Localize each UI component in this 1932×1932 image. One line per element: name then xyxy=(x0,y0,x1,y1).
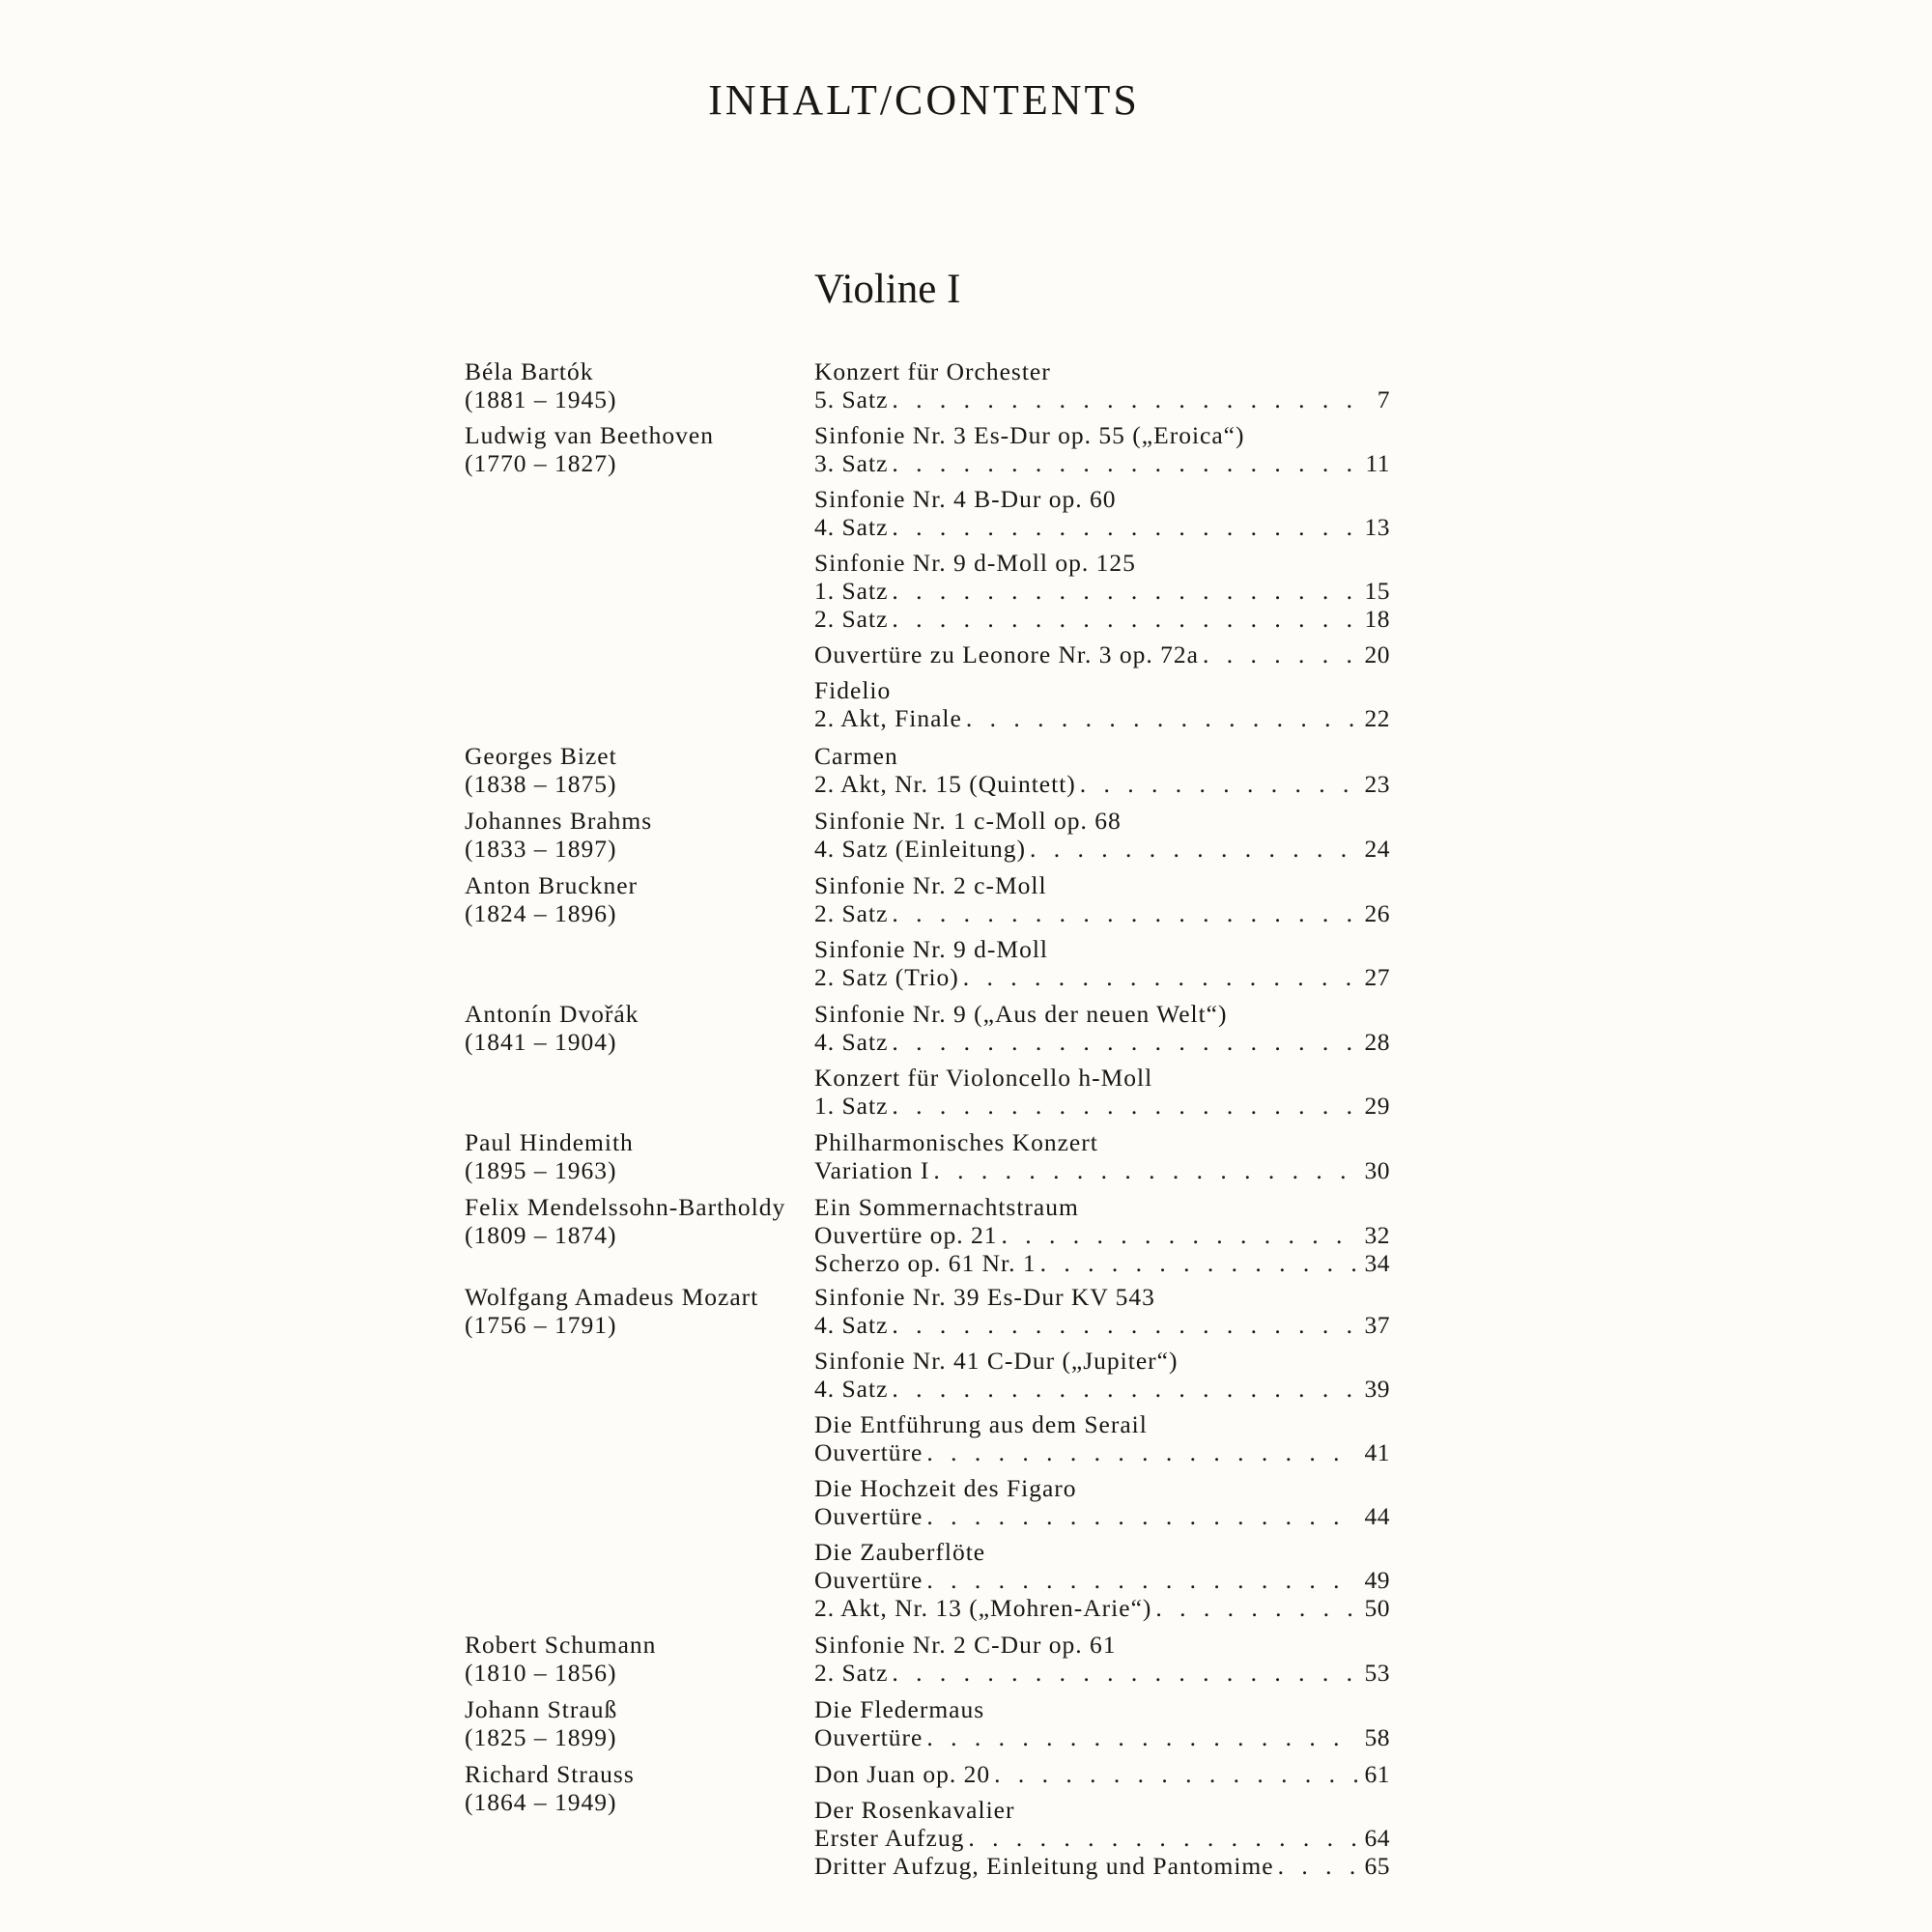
entry-text: 4. Satz xyxy=(814,1375,889,1403)
works-list xyxy=(814,357,1390,413)
toc-entry xyxy=(814,1659,1390,1687)
dot-leader xyxy=(1278,1852,1357,1880)
page-number: 44 xyxy=(1364,1502,1390,1530)
composer-name: Felix Mendelssohn-Bartholdy xyxy=(465,1193,786,1221)
entry-text: 2. Satz xyxy=(814,605,889,633)
page-number: 37 xyxy=(1364,1311,1390,1339)
page-number: 15 xyxy=(1364,577,1390,605)
toc-entry xyxy=(814,1852,1390,1880)
dot-leader xyxy=(892,577,1357,605)
page-number: 53 xyxy=(1364,1659,1390,1687)
work xyxy=(814,1064,1390,1120)
dot-leader xyxy=(926,1566,1357,1594)
dot-leader xyxy=(892,513,1357,541)
entry-text: 4. Satz xyxy=(814,513,889,541)
works-list xyxy=(814,1193,1390,1277)
dot-leader xyxy=(1203,640,1357,668)
work xyxy=(814,1193,1390,1277)
page-number: 11 xyxy=(1365,449,1390,477)
entry-text: 2. Satz xyxy=(814,1659,889,1687)
works-list xyxy=(814,807,1390,863)
composer-dates: (1838 – 1875) xyxy=(465,770,617,798)
works-list xyxy=(814,871,1390,991)
composer xyxy=(465,742,617,798)
composer-dates: (1833 – 1897) xyxy=(465,835,617,863)
toc-entry xyxy=(814,577,1390,605)
dot-leader xyxy=(892,1311,1357,1339)
toc-entry xyxy=(814,385,1390,413)
dot-leader xyxy=(966,704,1357,732)
page-number: 26 xyxy=(1364,899,1390,927)
work-title: Sinfonie Nr. 9 d-Moll op. 125 xyxy=(814,549,1136,577)
entry-text: Ouvertüre xyxy=(814,1723,923,1751)
toc-entry xyxy=(814,1092,1390,1120)
works-list xyxy=(814,1283,1390,1622)
work-title: Sinfonie Nr. 41 C-Dur („Jupiter“) xyxy=(814,1347,1179,1375)
entry-text: 3. Satz xyxy=(814,449,889,477)
work-title: Sinfonie Nr. 9 („Aus der neuen Welt“) xyxy=(814,1000,1228,1028)
work-title: Sinfonie Nr. 3 Es-Dur op. 55 („Eroica“) xyxy=(814,421,1245,449)
composer-dates: (1810 – 1856) xyxy=(465,1659,617,1687)
composer-name: Ludwig van Beethoven xyxy=(465,421,714,449)
work xyxy=(814,871,1390,927)
dot-leader xyxy=(892,1375,1357,1403)
entry-text: 2. Satz (Trio) xyxy=(814,963,959,991)
toc-entry xyxy=(814,1566,1390,1594)
composer-name: Richard Strauss xyxy=(465,1760,635,1788)
work xyxy=(814,485,1390,541)
work-title: Carmen xyxy=(814,742,898,770)
composer-dates: (1756 – 1791) xyxy=(465,1311,617,1339)
composer-name: Robert Schumann xyxy=(465,1631,657,1659)
page-number: 23 xyxy=(1364,770,1390,798)
work xyxy=(814,1796,1390,1880)
composer-dates: (1824 – 1896) xyxy=(465,899,617,927)
toc-entry xyxy=(814,1249,1390,1277)
work xyxy=(814,1695,1390,1751)
entry-text: Erster Aufzug xyxy=(814,1824,965,1852)
work-title: Die Zauberflöte xyxy=(814,1538,986,1566)
toc-entry xyxy=(814,1760,1390,1788)
entry-text: 2. Akt, Nr. 15 (Quintett) xyxy=(814,770,1076,798)
page-number: 64 xyxy=(1364,1824,1390,1852)
dot-leader xyxy=(994,1760,1357,1788)
work xyxy=(814,1538,1390,1622)
work xyxy=(814,1000,1390,1056)
dot-leader xyxy=(963,963,1357,991)
entry-text: 4. Satz xyxy=(814,1311,889,1339)
toc-entry xyxy=(814,1723,1390,1751)
toc-entry xyxy=(814,899,1390,927)
dot-leader xyxy=(926,1723,1357,1751)
entry-text: 1. Satz xyxy=(814,577,889,605)
composer-name: Georges Bizet xyxy=(465,742,617,770)
entry-text: 2. Satz xyxy=(814,899,889,927)
work xyxy=(814,421,1390,477)
composer-dates: (1895 – 1963) xyxy=(465,1156,617,1184)
composer-name: Antonín Dvořák xyxy=(465,1000,639,1028)
page-number: 41 xyxy=(1364,1438,1390,1466)
entry-text: Dritter Aufzug, Einleitung und Pantomime xyxy=(814,1852,1274,1880)
composer-name: Anton Bruckner xyxy=(465,871,639,899)
work-title: Sinfonie Nr. 2 c-Moll xyxy=(814,871,1047,899)
toc-entry xyxy=(814,605,1390,633)
dot-leader xyxy=(926,1438,1357,1466)
entry-text: 4. Satz (Einleitung) xyxy=(814,835,1026,863)
work xyxy=(814,807,1390,863)
toc-entry xyxy=(814,1375,1390,1403)
works-list xyxy=(814,1631,1390,1687)
work-title: Konzert für Violoncello h-Moll xyxy=(814,1064,1153,1092)
work-title: Sinfonie Nr. 1 c-Moll op. 68 xyxy=(814,807,1122,835)
work xyxy=(814,1760,1390,1788)
entry-text: Scherzo op. 61 Nr. 1 xyxy=(814,1249,1037,1277)
page-number: 27 xyxy=(1364,963,1390,991)
work-title: Die Hochzeit des Figaro xyxy=(814,1474,1077,1502)
dot-leader xyxy=(892,449,1357,477)
entry-text: 4. Satz xyxy=(814,1028,889,1056)
composer-dates: (1881 – 1945) xyxy=(465,385,617,413)
toc-entry xyxy=(814,835,1390,863)
composer xyxy=(465,1760,635,1816)
dot-leader xyxy=(968,1824,1357,1852)
dot-leader xyxy=(1080,770,1357,798)
entry-text: Ouvertüre xyxy=(814,1502,923,1530)
work xyxy=(814,742,1390,798)
work xyxy=(814,1347,1390,1403)
dot-leader xyxy=(1002,1221,1358,1249)
page-number: 34 xyxy=(1364,1249,1390,1277)
page-number: 50 xyxy=(1364,1594,1390,1622)
dot-leader xyxy=(1040,1249,1357,1277)
composer-dates: (1864 – 1949) xyxy=(465,1788,617,1816)
entry-text: 1. Satz xyxy=(814,1092,889,1120)
works-list xyxy=(814,421,1390,732)
works-list xyxy=(814,1760,1390,1880)
work xyxy=(814,1128,1390,1184)
entry-text: 2. Akt, Finale xyxy=(814,704,962,732)
toc-entry xyxy=(814,1221,1390,1249)
entry-text: Ouvertüre zu Leonore Nr. 3 op. 72a xyxy=(814,640,1199,668)
composer-name: Béla Bartók xyxy=(465,357,594,385)
page-number: 7 xyxy=(1377,385,1390,413)
work-title: Sinfonie Nr. 4 B-Dur op. 60 xyxy=(814,485,1117,513)
composer-name: Paul Hindemith xyxy=(465,1128,634,1156)
page-number: 65 xyxy=(1364,1852,1390,1880)
work xyxy=(814,1283,1390,1339)
toc-entry xyxy=(814,449,1390,477)
entry-text: 2. Akt, Nr. 13 („Mohren-Arie“) xyxy=(814,1594,1152,1622)
composer-dates: (1825 – 1899) xyxy=(465,1723,617,1751)
composer xyxy=(465,357,616,413)
dot-leader xyxy=(926,1502,1357,1530)
page-number: 30 xyxy=(1364,1156,1390,1184)
dot-leader xyxy=(892,1659,1357,1687)
work xyxy=(814,1474,1390,1530)
dot-leader xyxy=(892,899,1357,927)
work-title: Die Entführung aus dem Serail xyxy=(814,1410,1148,1438)
page-number: 22 xyxy=(1364,704,1390,732)
page-number: 49 xyxy=(1364,1566,1390,1594)
composer xyxy=(465,1283,758,1339)
toc-entry xyxy=(814,513,1390,541)
toc-entry xyxy=(814,704,1390,732)
page-number: 20 xyxy=(1364,640,1390,668)
dot-leader xyxy=(933,1156,1357,1184)
composer xyxy=(465,1193,785,1249)
work-title: Philharmonisches Konzert xyxy=(814,1128,1098,1156)
work-title: Sinfonie Nr. 39 Es-Dur KV 543 xyxy=(814,1283,1155,1311)
page-number: 24 xyxy=(1364,835,1390,863)
work-title: Der Rosenkavalier xyxy=(814,1796,1015,1824)
work-title: Sinfonie Nr. 9 d-Moll xyxy=(814,935,1048,963)
page-number: 18 xyxy=(1364,605,1390,633)
toc-entry xyxy=(814,770,1390,798)
page-number: 32 xyxy=(1364,1221,1390,1249)
page-number: 58 xyxy=(1364,1723,1390,1751)
work xyxy=(814,1631,1390,1687)
toc-entry xyxy=(814,1594,1390,1622)
composer xyxy=(465,1631,656,1687)
composer xyxy=(465,807,652,863)
page-number: 61 xyxy=(1364,1760,1390,1788)
works-list xyxy=(814,1128,1390,1184)
dot-leader xyxy=(892,1092,1357,1120)
page-number: 39 xyxy=(1364,1375,1390,1403)
work xyxy=(814,357,1390,413)
work-title: Sinfonie Nr. 2 C-Dur op. 61 xyxy=(814,1631,1117,1659)
page-number: 28 xyxy=(1364,1028,1390,1056)
composer xyxy=(465,1000,639,1056)
composer-dates: (1770 – 1827) xyxy=(465,449,617,477)
entry-text: Ouvertüre xyxy=(814,1566,923,1594)
works-list xyxy=(814,1695,1390,1751)
composer-name: Johann Strauß xyxy=(465,1695,618,1723)
works-list xyxy=(814,1000,1390,1120)
works-list xyxy=(814,742,1390,798)
dot-leader xyxy=(1155,1594,1357,1622)
work xyxy=(814,549,1390,633)
composer xyxy=(465,871,638,927)
work xyxy=(814,1410,1390,1466)
dot-leader xyxy=(892,385,1357,413)
entry-text: Ouvertüre xyxy=(814,1438,923,1466)
entry-text: 5. Satz xyxy=(814,385,889,413)
work-title: Ein Sommernachtstraum xyxy=(814,1193,1079,1221)
dot-leader xyxy=(892,605,1357,633)
toc-entry xyxy=(814,1028,1390,1056)
entry-text: Don Juan op. 20 xyxy=(814,1760,991,1788)
entry-text: Ouvertüre op. 21 xyxy=(814,1221,998,1249)
toc-entry xyxy=(814,1438,1390,1466)
composer-name: Johannes Brahms xyxy=(465,807,653,835)
work-title: Fidelio xyxy=(814,676,892,704)
work xyxy=(814,676,1390,732)
dot-leader xyxy=(1030,835,1357,863)
work-title: Die Fledermaus xyxy=(814,1695,985,1723)
section-title: Violine I xyxy=(814,267,961,312)
page-number: 29 xyxy=(1364,1092,1390,1120)
toc-entry xyxy=(814,1502,1390,1530)
composer-name: Wolfgang Amadeus Mozart xyxy=(465,1283,759,1311)
toc-entry xyxy=(814,963,1390,991)
toc-entry xyxy=(814,640,1390,668)
entry-text: Variation I xyxy=(814,1156,930,1184)
composer xyxy=(465,1128,634,1184)
composer xyxy=(465,1695,617,1751)
composer-dates: (1809 – 1874) xyxy=(465,1221,617,1249)
toc-entry xyxy=(814,1156,1390,1184)
work-title: Konzert für Orchester xyxy=(814,357,1051,385)
page-number: 13 xyxy=(1364,513,1390,541)
work xyxy=(814,935,1390,991)
composer xyxy=(465,421,714,477)
toc-entry xyxy=(814,1311,1390,1339)
composer-dates: (1841 – 1904) xyxy=(465,1028,617,1056)
toc-entry xyxy=(814,1824,1390,1852)
dot-leader xyxy=(892,1028,1357,1056)
page-title: INHALT/CONTENTS xyxy=(708,76,1140,124)
work xyxy=(814,640,1390,668)
